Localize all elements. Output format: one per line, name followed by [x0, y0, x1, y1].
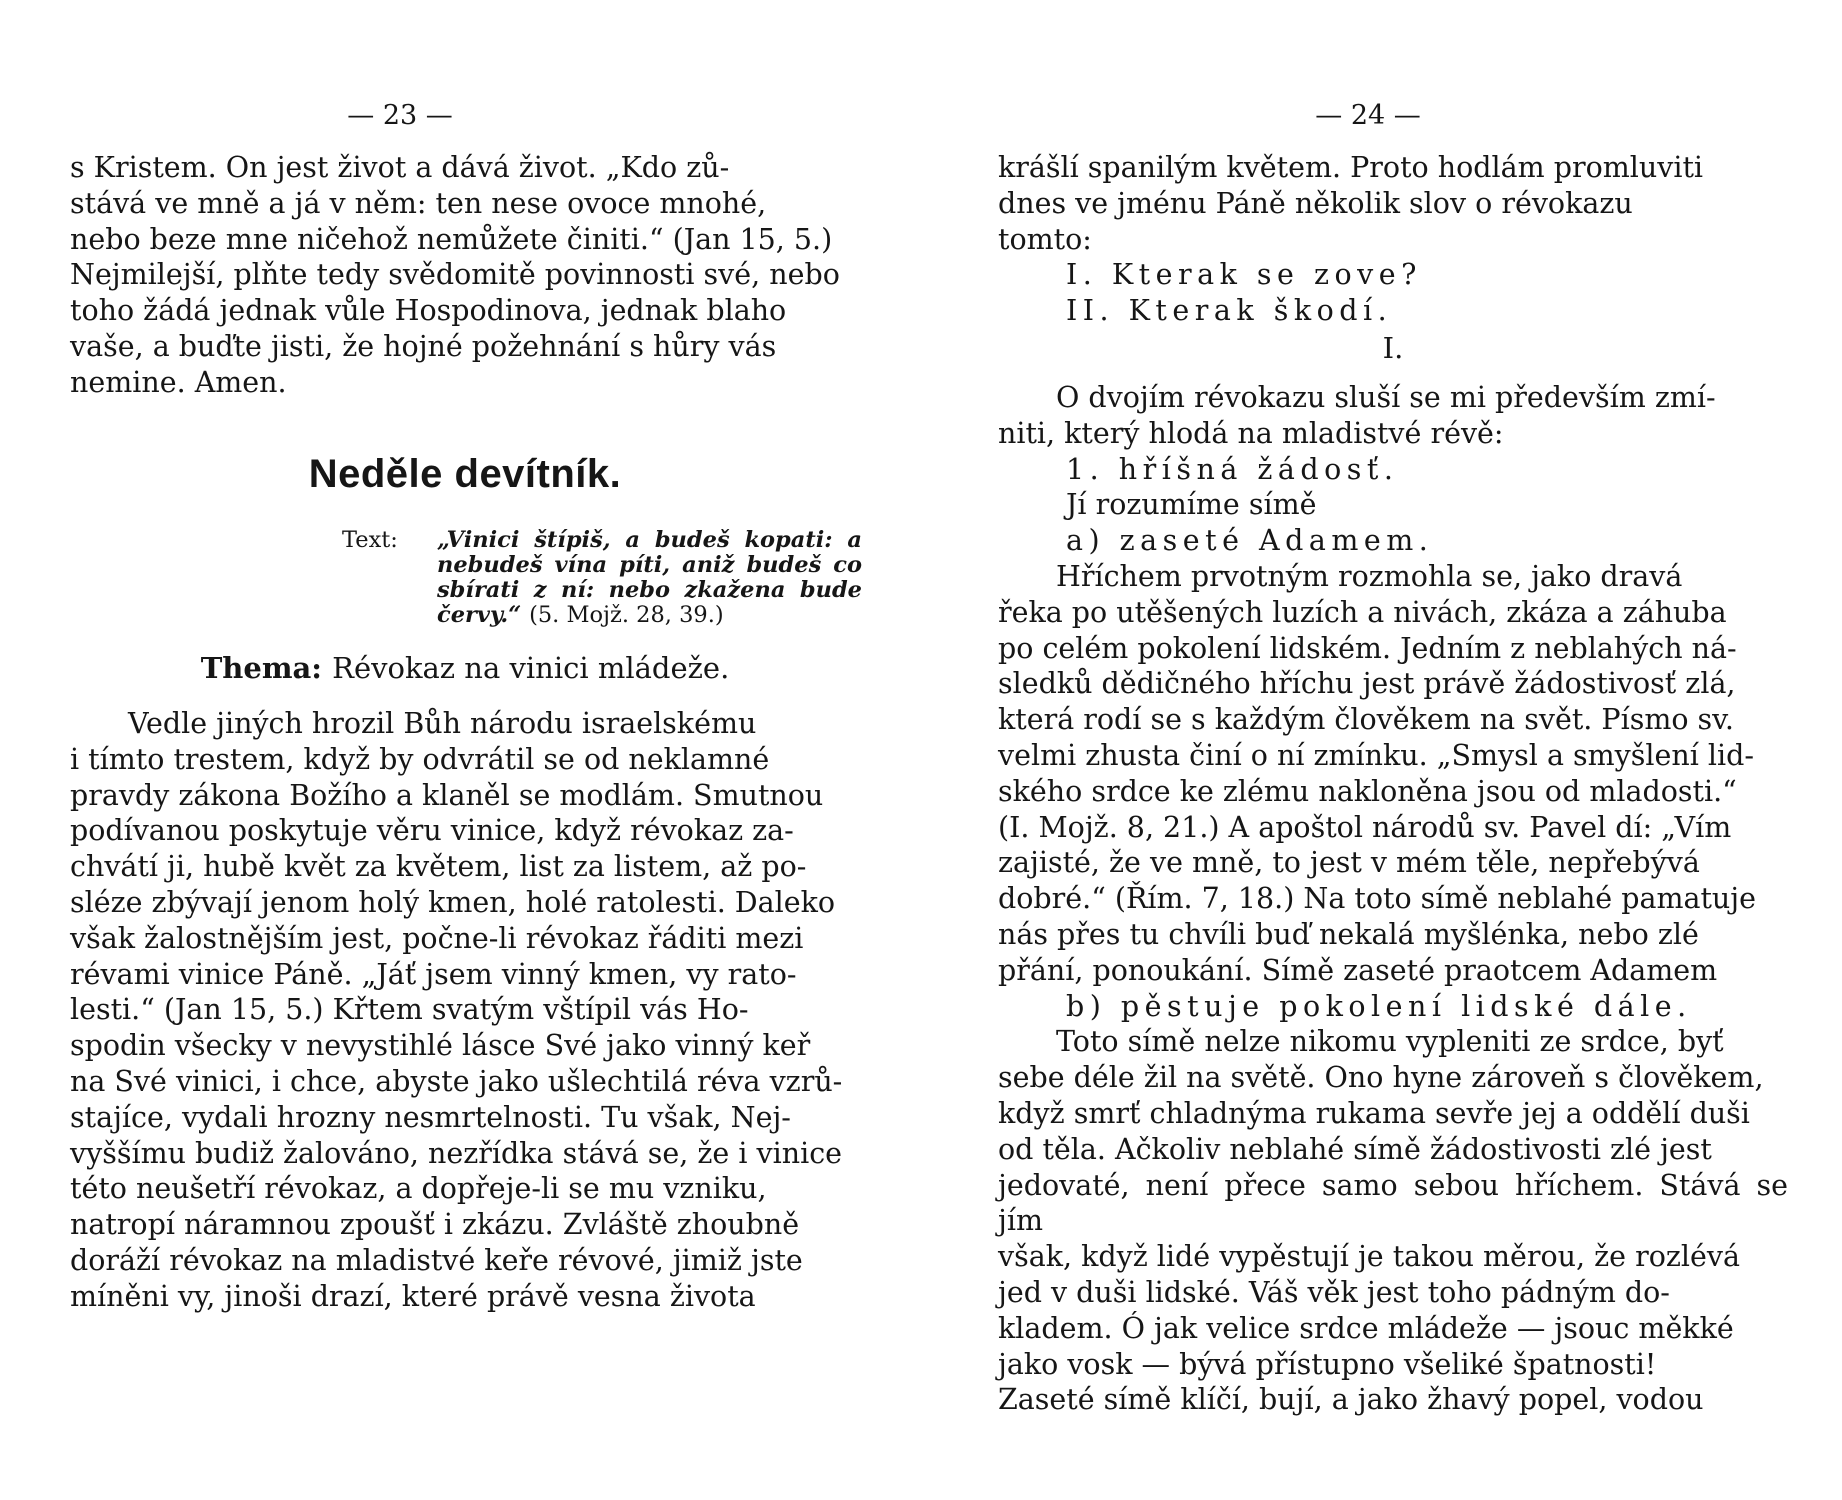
text-line: sléze zbývají jenom holý kmen, holé ratolesti. Daleko	[70, 885, 836, 919]
text-line: Vedle jiných hrozil Bůh národu israelskému	[128, 707, 757, 740]
text-line: Nejmilejší, plňte tedy svědomitě povinnosti své, nebo	[70, 258, 840, 292]
page-number: — 23 —	[347, 100, 453, 131]
text-line: Toto símě nelze nikomu vypleniti ze srdce, byť	[1056, 1025, 1724, 1059]
outline-item: I. Kterak se zove?	[1066, 258, 1422, 292]
thema	[70, 650, 860, 686]
text-line: jedovaté, není přece samo sebou hříchem. Stává se jím	[998, 1168, 1788, 1238]
body-paragraph	[70, 706, 860, 1315]
text-line: pravdy zákona Božího a klaněl se modlám. Smutnou	[70, 778, 824, 812]
text-line: vyššímu budiž žalováno, nezřídka stává se, že i vinice	[70, 1136, 843, 1170]
right-page	[998, 0, 1798, 1500]
text-line: krášlí spanilým květem. Proto hodlám promluviti	[998, 151, 1704, 184]
text-line: však žalostnějším jest, počne-li révokaz řáditi mezi	[70, 921, 804, 955]
text-line: i tímto trestem, když by odvrátil se od neklamné	[70, 742, 770, 776]
text-line: toho žádá jednak vůle Hospodinova, jednak blaho	[70, 294, 787, 328]
list-item: 1. hříšná žádosť.	[1066, 452, 1399, 486]
text-line: jed v duši lidské. Váš věk jest toho pádným do-	[998, 1275, 1670, 1309]
section-numeral: I.	[1382, 331, 1404, 365]
text-line: velmi zhusta činí o ní zmínku. „Smysl a smyšlení lid-	[998, 738, 1755, 772]
thema-label: Thema:	[200, 651, 322, 685]
text-line: od těla. Ačkoliv neblahé símě žádostivosti zlé jest	[998, 1132, 1712, 1166]
text-line: stajíce, vydali hrozny nesmrtelnosti. Tu však, Nej-	[70, 1100, 791, 1134]
text-line: doráží révokaz na mladistvé keře révové, jimiž jste	[70, 1243, 803, 1277]
text-line: této neušetří révokaz, a dopřeje-li se mu vzniku,	[70, 1172, 767, 1206]
text-line: stává ve mně a já v něm: ten nese ovoce mnohé,	[70, 186, 767, 220]
text-line: s Kristem. On jest život a dává život. „Kdo zů-	[70, 151, 730, 184]
thema-text: Révokaz na vinici mládeže.	[332, 651, 730, 685]
text-line: zajisté, že ve mně, to jest v mém těle, nepřebývá	[998, 846, 1700, 880]
list-item: b) pěstuje pokolení lidské dále.	[1066, 989, 1692, 1023]
text-line: (I. Mojž. 8, 21.) A apoštol národů sv. Pavel dí: „Vím	[998, 810, 1732, 844]
text-line: nás přes tu chvíli buď nekalá myšlénka, nebo zlé	[998, 917, 1699, 951]
left-page	[70, 0, 870, 1500]
text-line: podívanou poskytuje věru vinice, když révokaz za-	[70, 814, 794, 848]
text-line: ského srdce ke zlému nakloněna jsou od mladosti.“	[998, 774, 1737, 808]
text-line: na Své vinici, i chce, abyste jako ušlechtilá réva vzrů-	[70, 1064, 843, 1098]
text-line: nebo beze mne ničehož nemůžete činiti.“ (Jan 15, 5.)	[70, 222, 833, 256]
text-line: dnes ve jménu Páně několik slov o révokazu	[998, 186, 1633, 220]
text-line: chvátí ji, hubě květ za květem, list za listem, až po-	[70, 850, 807, 884]
text-line: natropí náramnou zpoušť i zkázu. Zvláště zhoubně	[70, 1208, 800, 1242]
body-paragraph	[998, 380, 1788, 1418]
text-line: sebe déle žil na světě. Ono hyne zároveň s člověkem,	[998, 1061, 1764, 1095]
text-line: O dvojím révokazu sluší se mi především zmí-	[1056, 381, 1716, 414]
text-line: révami vinice Páně. „Jáť jsem vinný kmen, vy rato-	[70, 957, 797, 991]
text-line: vaše, a buďte jisti, že hojné požehnání s hůry vás	[70, 329, 777, 363]
page-number: — 24 —	[1315, 100, 1421, 131]
text-line: nemine. Amen.	[70, 365, 287, 399]
motto-label: Text:	[342, 527, 398, 553]
text-line: Hříchem prvotným rozmohla se, jako dravá	[1056, 559, 1683, 593]
text-line: řeka po utěšených luzích a nivách, zkáza a záhuba	[998, 595, 1727, 629]
text-line: dobré.“ (Řím. 7, 18.) Na toto símě neblahé pamatuje	[998, 882, 1756, 916]
text-line: po celém pokolení lidském. Jedním z neblahých ná-	[998, 631, 1737, 665]
motto-reference: (5. Mojž. 28, 39.)	[529, 602, 724, 628]
text-line: tomto:	[998, 222, 1092, 256]
text-line: když smrť chladnýma rukama sevře jej a oddělí duši	[998, 1096, 1750, 1130]
text-line: však, když lidé vypěstují je takou měrou, že rozlévá	[998, 1240, 1740, 1274]
text-line: přání, ponoukání. Símě zaseté praotcem Adamem	[998, 953, 1718, 987]
text-line: míněni vy, jinoši drazí, které právě vesna života	[70, 1279, 756, 1313]
list-item: a) zaseté Adamem.	[1066, 524, 1434, 558]
intro-paragraph	[998, 150, 1788, 329]
text-line: která rodí se s každým člověkem na svět. Písmo sv.	[998, 703, 1734, 737]
text-line: jako vosk — bývá přístupno všeliké špatnosti!	[998, 1347, 1657, 1381]
motto	[342, 528, 862, 628]
text-line: niti, který hlodá na mladistvé révě:	[998, 416, 1504, 450]
motto-quote: „Vinici štípiš, a budeš kopati: a nebudeš vína píti, aniž budeš co sbírati z ní: nebo zkažena bude červy.“	[437, 527, 862, 628]
text-line: Zaseté símě klíčí, bují, a jako žhavý popel, vodou	[998, 1383, 1704, 1417]
outline-item: II. Kterak škodí.	[1066, 294, 1393, 328]
text-line: sledků dědičného hříchu jest právě žádostivosť zlá,	[998, 667, 1736, 701]
list-item-sub: Jí rozumíme símě	[1066, 488, 1317, 522]
text-line: kladem. Ó jak velice srdce mládeže — jsouc měkké	[998, 1311, 1734, 1345]
motto-text	[437, 528, 862, 628]
text-line: lesti.“ (Jan 15, 5.) Křtem svatým vštípil vás Ho-	[70, 993, 749, 1027]
section-title: Neděle devítník.	[308, 452, 622, 496]
intro-paragraph	[70, 150, 860, 401]
text-line: spodin všecky v nevystihlé lásce Své jako vinný keř	[70, 1029, 811, 1063]
